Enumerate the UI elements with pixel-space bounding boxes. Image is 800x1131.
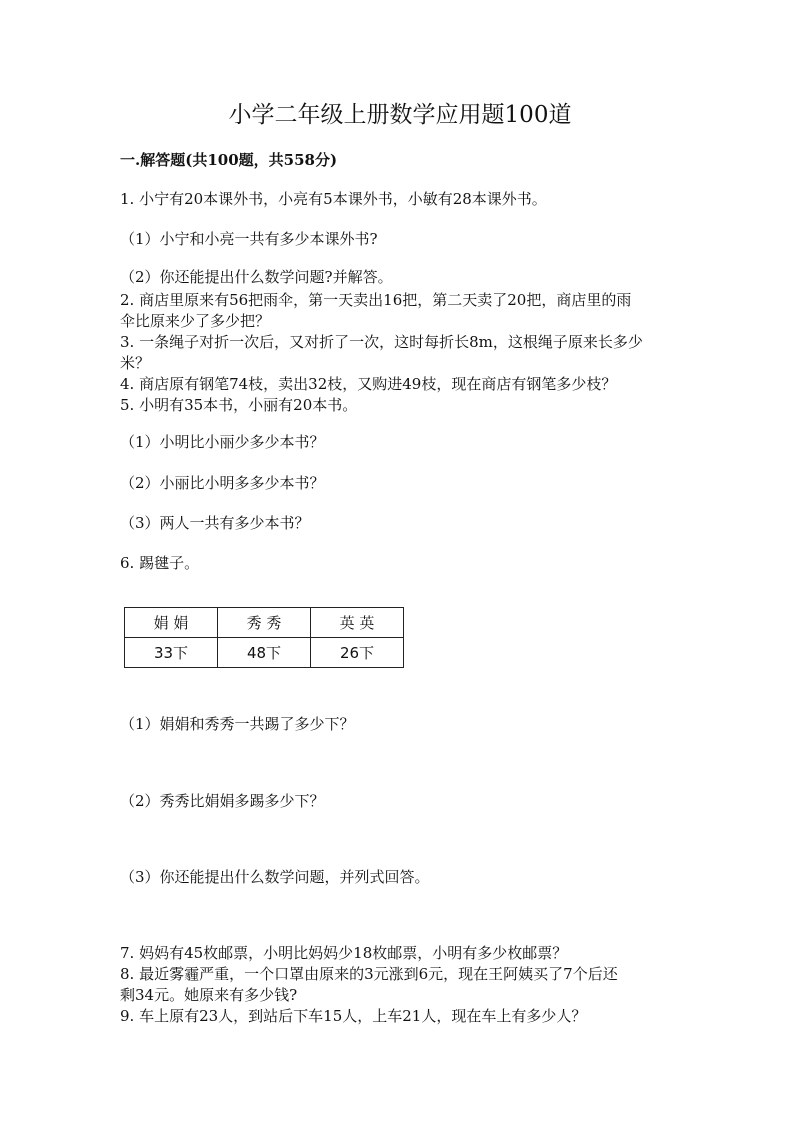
table-header-row — [125, 608, 404, 638]
table-header-cell: 秀 秀 — [218, 608, 311, 638]
question-1-part-1: （1）小宁和小亮一共有多少本课外书? — [120, 230, 378, 248]
question-8-line-2: 剩34元。她原来有多少钱? — [120, 986, 298, 1004]
question-1: 1. 小宁有20本课外书，小亮有5本课外书，小敏有28本课外书。 — [120, 190, 547, 208]
shuttlecock-table — [124, 607, 404, 668]
question-1-part-2: （2）你还能提出什么数学问题?并解答。 — [120, 268, 393, 286]
question-5-part-1: （1）小明比小丽少多少本书？ — [120, 433, 325, 451]
table-header-cell: 英 英 — [311, 608, 404, 638]
question-3-line-2: 米？ — [120, 354, 151, 372]
question-3-line-1: 3. 一条绳子对折一次后，又对折了一次，这时每折长8m，这根绳子原来长多少 — [120, 333, 643, 351]
table-cell: 26下 — [311, 638, 404, 668]
section-heading: 一.解答题(共100题，共558分) — [120, 151, 338, 169]
question-6-part-1: （1）娟娟和秀秀一共踢了多少下？ — [120, 715, 355, 733]
table-cell: 48下 — [218, 638, 311, 668]
page-title: 小学二年级上册数学应用题100道 — [228, 102, 572, 128]
question-6-part-3: （3）你还能提出什么数学问题，并列式回答。 — [120, 868, 430, 886]
question-9: 9. 车上原有23人，到站后下车15人，上车21人，现在车上有多少人？ — [120, 1007, 587, 1025]
question-6: 6. 踢毽子。 — [120, 554, 200, 572]
question-2-line-2: 伞比原来少了多少把？ — [120, 312, 271, 330]
question-5-part-3: （3）两人一共有多少本书？ — [120, 514, 310, 532]
table-row — [125, 638, 404, 668]
table-header-cell: 娟 娟 — [125, 608, 218, 638]
table-cell: 33下 — [125, 638, 218, 668]
question-2-line-1: 2. 商店里原来有56把雨伞，第一天卖出16把，第二天卖了20把，商店里的雨 — [120, 291, 632, 309]
question-5: 5. 小明有35本书，小丽有20本书。 — [120, 396, 358, 414]
question-4: 4. 商店原有钢笔74枝，卖出32枝，又购进49枝，现在商店有钢笔多少枝？ — [120, 375, 617, 393]
question-8-line-1: 8. 最近雾霾严重，一个口罩由原来的3元涨到6元，现在王阿姨买了7个后还 — [120, 965, 618, 983]
question-6-part-2: （2）秀秀比娟娟多踢多少下？ — [120, 792, 325, 810]
question-7: 7. 妈妈有45枚邮票，小明比妈妈少18枚邮票，小明有多少枚邮票？ — [120, 944, 568, 962]
question-5-part-2: （2）小丽比小明多多少本书？ — [120, 474, 325, 492]
